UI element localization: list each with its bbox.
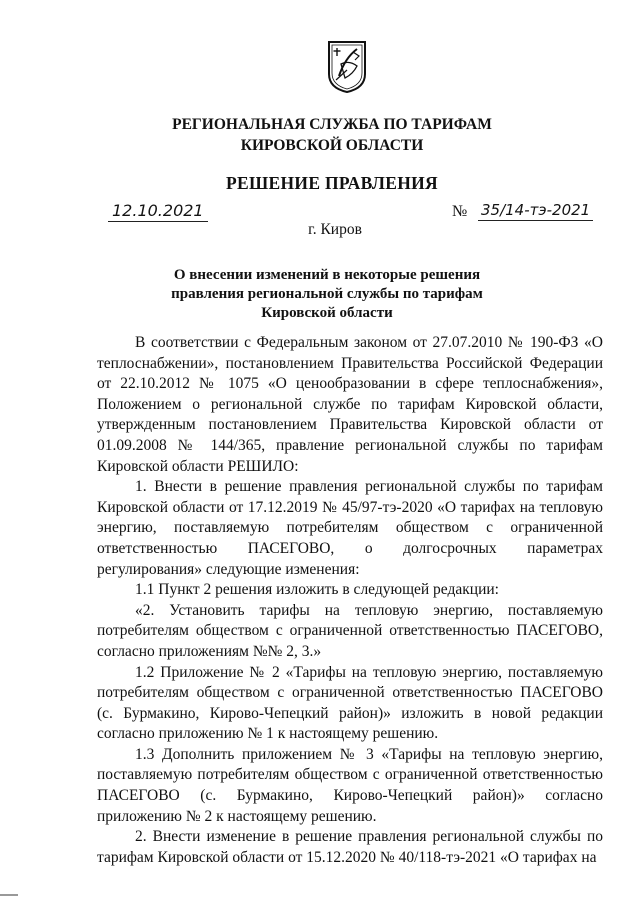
decision-title: РЕШЕНИЕ ПРАВЛЕНИЯ <box>226 173 438 193</box>
clause-1: 1. Внести в решение правления региональной службы по тарифам Кировской области от 17.12.2019 № 45/97-тэ-2020 «О тарифах на тепловую энергию, поставляемую потребителям обществом с ограниченной ответственностью ПАСЕГОВО, о долгосрочных параметрах регулирования» следующие изменения: <box>97 478 603 578</box>
decision-subject <box>0 266 640 323</box>
subject-line: правления региональной службы по тарифам <box>171 286 483 302</box>
clause-1-2: 1.2 Приложение № 2 «Тарифы на тепловую энергию, поставляемую потребителям обществом с ограниченной ответственностью ПАСЕГОВО (с. Бурмакино, Кирово-Чепецкий район)» изложить в новой редакции согласно приложению № 1 к настоящему решению. <box>97 663 603 743</box>
city: г. Киров <box>308 221 362 238</box>
page-edge-mark <box>0 894 18 896</box>
clause-1-1-quote: «2. Установить тарифы на тепловую энергию, поставляемую потребителям обществом с ограниченной ответственностью ПАСЕГОВО, согласно приложениям №№ 2, 3.» <box>97 601 603 660</box>
subject-line: О внесении изменений в некоторые решения <box>173 267 481 283</box>
subject-line: Кировской области <box>261 305 393 321</box>
decision-number-label: № <box>452 203 468 220</box>
clause-2: 2. Внести изменение в решение правления региональной службы по тарифам Кировской области от 15.12.2020 № 40/118-тэ-2021 «О тарифах на <box>97 828 603 866</box>
resolved-word: РЕШИЛО: <box>227 457 299 475</box>
decision-number: 35/14-тэ-2021 <box>478 201 593 221</box>
org-name-line1: РЕГИОНАЛЬНАЯ СЛУЖБА ПО ТАРИФАМ <box>172 116 492 133</box>
kirov-coat-of-arms-icon <box>327 40 367 94</box>
preamble-text: В соответствии с Федеральным законом от 27.07.2010 № 190-ФЗ «О теплоснабжении», постановлением Правительства Российской Федерации от 22.10.2012 № 1075 «О ценообразовании в сфере теплоснабжения», Положением о региональной службе по тарифам Кировской области, утвержденным постановлением Правительства Кировской области от 01.09.2008 № 144/365, правление региональной службы по тарифам Кировской области <box>97 334 603 475</box>
clause-1-3: 1.3 Дополнить приложением № 3 «Тарифы на тепловую энергию, поставляемую потребителям обществом с ограниченной ответственностью ПАСЕГОВО (с. Бурмакино, Кирово-Чепецкий район)» согласно приложению № 2 к настоящему решению. <box>97 745 603 825</box>
preamble-paragraph <box>97 333 603 477</box>
decision-date: 12.10.2021 <box>108 201 208 222</box>
decision-body <box>97 333 603 868</box>
org-name-line2: КИРОВСКОЙ ОБЛАСТИ <box>240 137 424 154</box>
clause-1-1: 1.1 Пункт 2 решения изложить в следующей редакции: <box>135 581 499 599</box>
